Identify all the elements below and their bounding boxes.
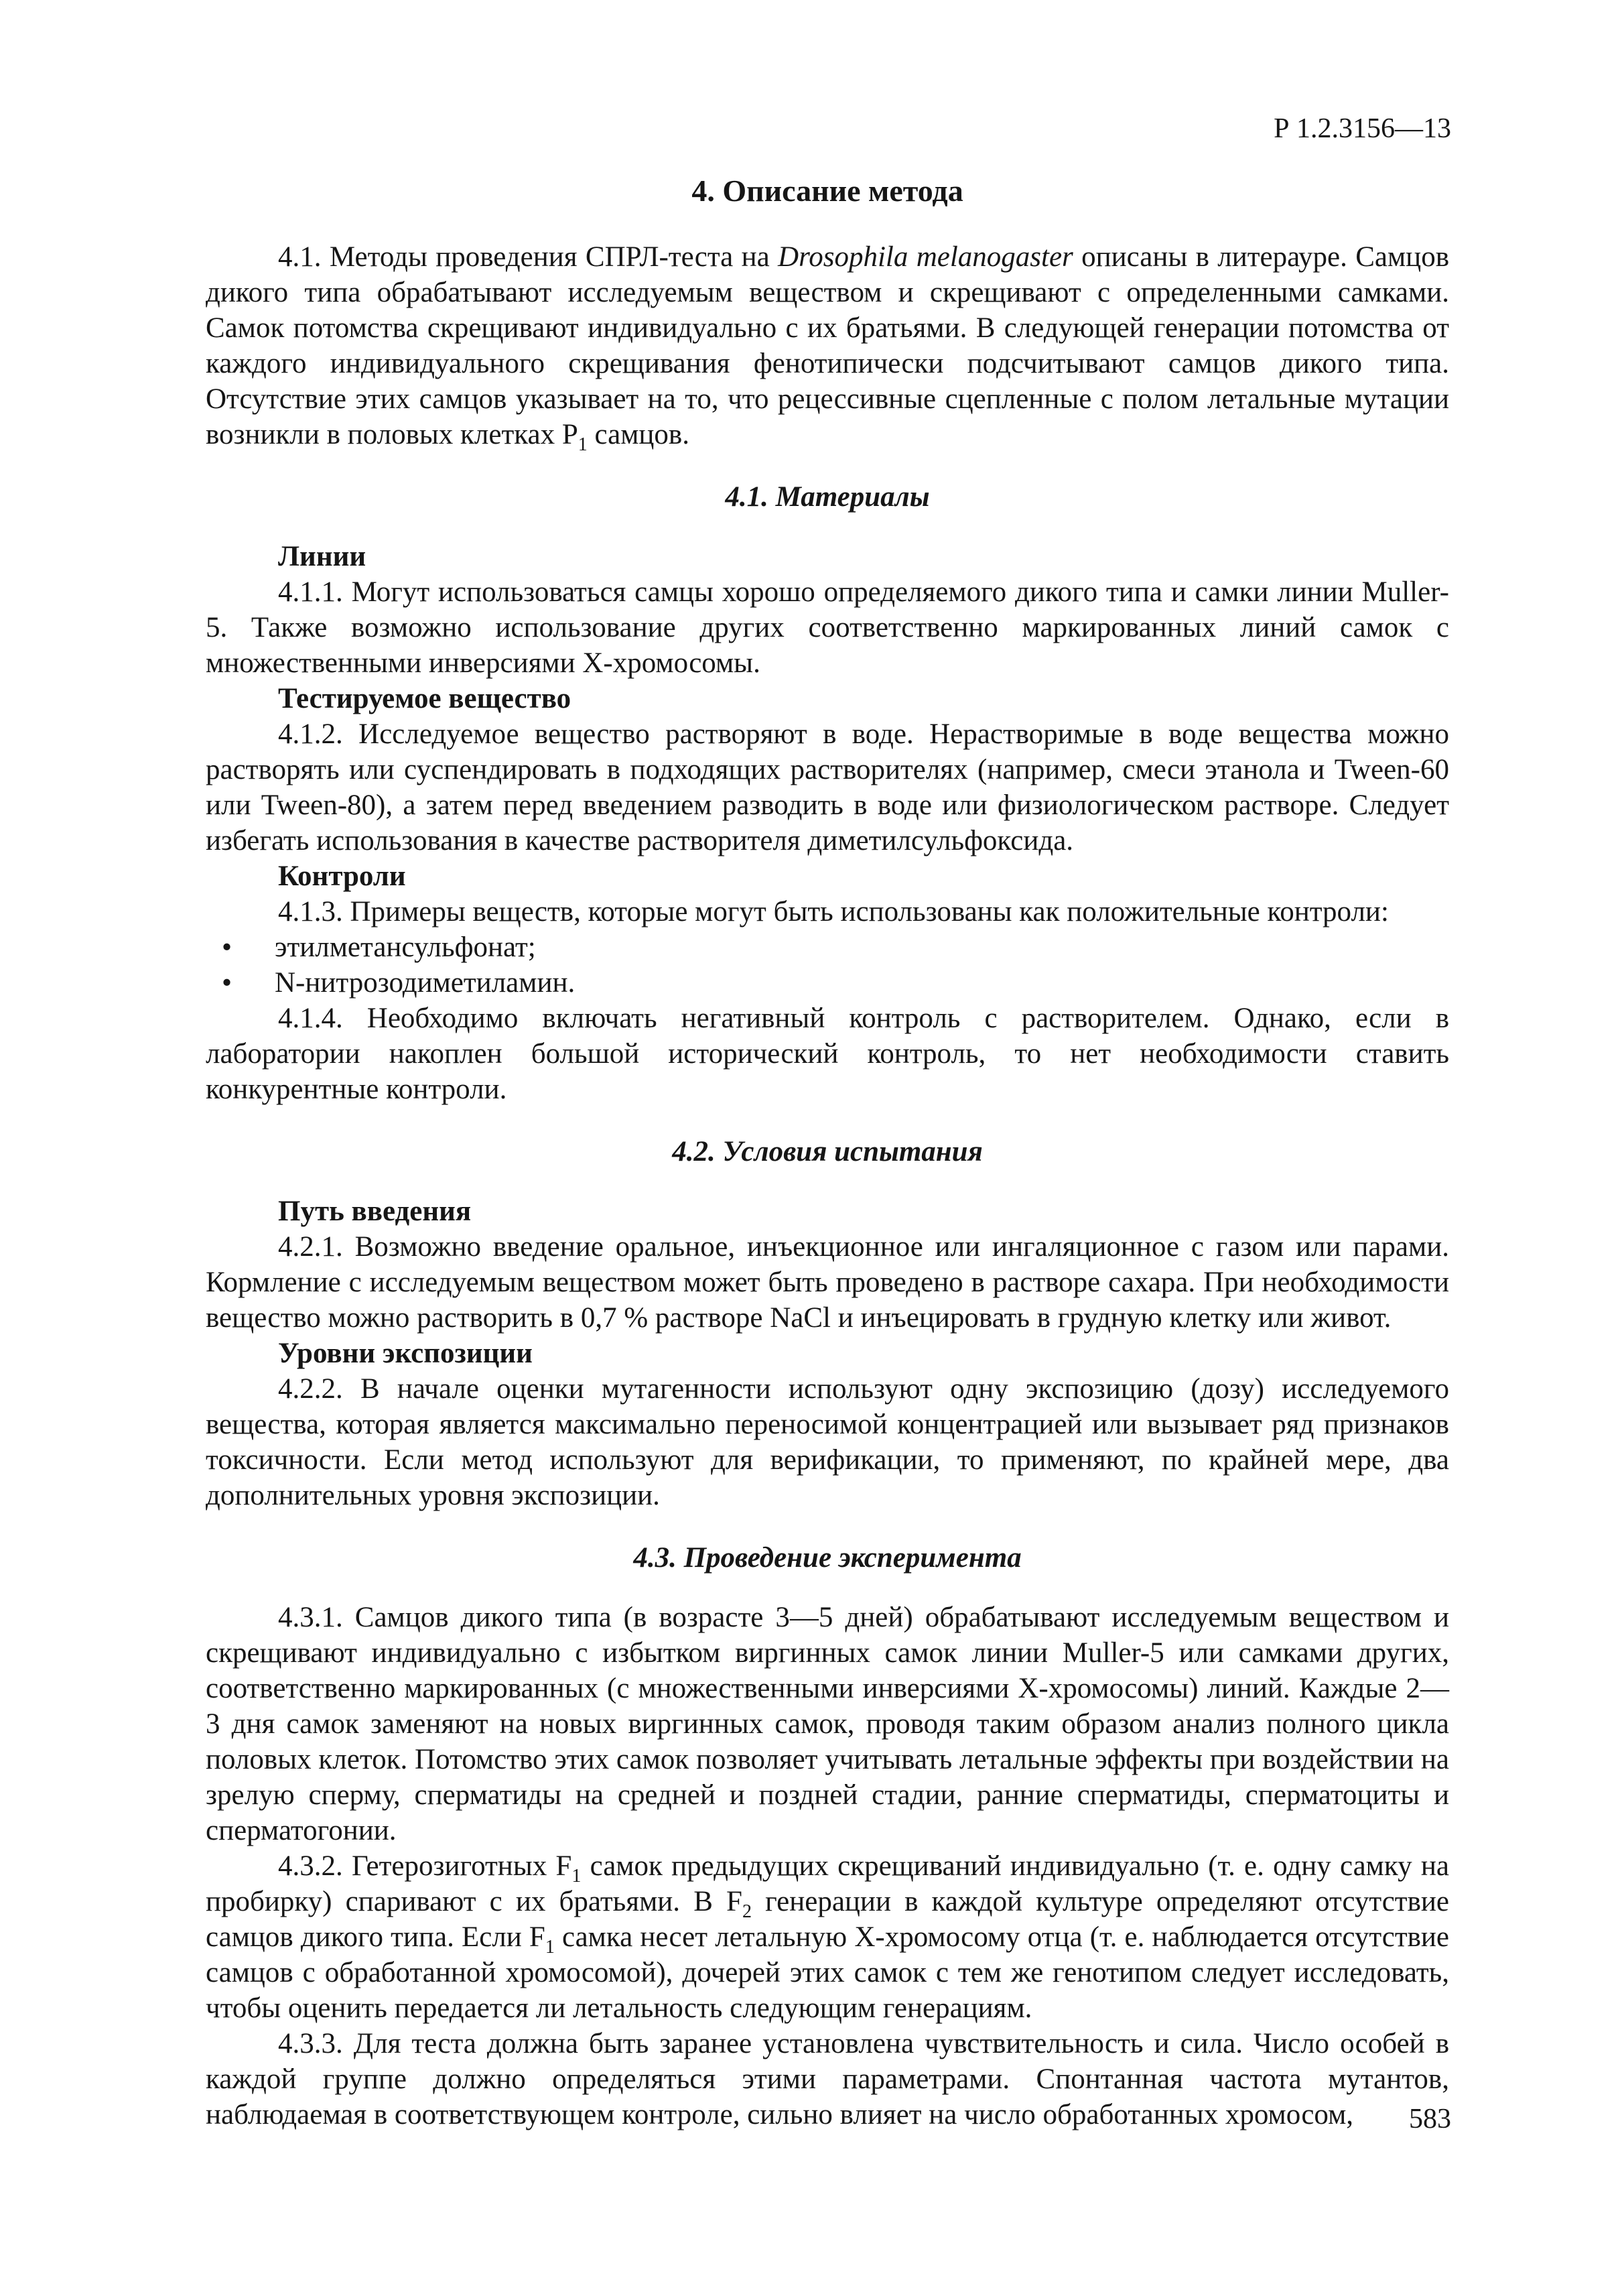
paragraph-4-1-3: 4.1.3. Примеры веществ, которые могут быть использованы как положительные контроли: xyxy=(278,896,1389,928)
heading-route: Путь введения xyxy=(278,1196,472,1227)
paragraph-4-1-2: 4.1.2. Исследуемое вещество растворяют в воде. Нерастворимые в воде вещества можно растворять или суспендировать в подходящих растворителях (например, смеси этанола и Tween-60 или Tween-80), а затем перед введением разводить в воде или физиологическом растворе. Следует избегать использования в качестве растворителя диметилсульфоксида. xyxy=(206,718,1449,856)
paragraph-4-1-4: 4.1.4. Необходимо включать негативный контроль с растворителем. Однако, если в лаборатории накоплен большой исторический контроль, то нет необходимости ставить конкурентные контроли. xyxy=(206,1003,1449,1105)
positive-controls-list xyxy=(206,930,1449,1001)
list-item: • N-нитрозодиметиламин. xyxy=(206,965,1449,1001)
heading-controls: Контроли xyxy=(278,860,406,892)
paragraph-4-1-1: 4.1.1. Могут использоваться самцы хорошо определяемого дикого типа и самки линии Muller-5. Также возможно использование других соответственно маркированных линий самок с множественными инверсиями X-хромосомы. xyxy=(206,576,1449,679)
heading-test-substance: Тестируемое вещество xyxy=(278,683,571,714)
heading-lines: Линии xyxy=(278,541,366,572)
heading-exposure-levels: Уровни экспозиции xyxy=(278,1338,533,1369)
subsection-title-conditions: 4.2. Условия испытания xyxy=(672,1136,983,1167)
paragraph-4-3-3: 4.3.3. Для теста должна быть заранее установлена чувствительность и сила. Число особей в каждой группе должно определяться этими параметрами. Спонтанная частота мутантов, наблюдаемая в соответствующем контроле, сильно влияет на число обработанных хромосом, xyxy=(206,2028,1449,2130)
list-item: • этилметансульфонат; xyxy=(206,930,1449,965)
subsection-title-experiment: 4.3. Проведение эксперимента xyxy=(633,1542,1022,1574)
paragraph-4-1: 4.1. Методы проведения СПРЛ-теста на Drosophila melanogaster описаны в литерауре. Самцов дикого типа обрабатывают исследуемым веществом и скрещивают с определенными самками. Самок потомства скрещивают индивидуально с их братьями. В следующей генерации потомства от каждого индивидуального скрещивания фенотипически подсчитывают самцов дикого типа. Отсутствие этих самцов указывает на то, что рецессивные сцепленные с полом летальные мутации возникли в половых клетках $P_1$ самцов. xyxy=(206,241,1449,455)
species-name: Drosophila melanogaster xyxy=(778,241,1073,273)
paragraph-4-2-1: 4.2.1. Возможно введение оральное, инъекционное или ингаляционное с газом или парами. Кормление с исследуемым веществом может быть проведено в растворе сахара. При необходимости вещество можно растворить в 0,7 % растворе NaCl и инъецировать в грудную клетку или живот. xyxy=(206,1231,1449,1334)
paragraph-4-3-2: 4.3.2. Гетерозиготных $F_1$ самок предыдущих скрещиваний индивидуально (т. е. одну самку на пробирку) спаривают с их братьями. В $F_2$ генерации в каждой культуре определяют отсутствие самцов дикого типа. Если $F_1$ самка несет летальную X-хромосому отца (т. е. наблюдается отсутствие самцов с обработанной хромосомой), дочерей этих самок с тем же генотипом следует исследовать, чтобы оценить передается ли летальность следующим генерациям. xyxy=(206,1850,1450,2024)
section-title: 4. Описание метода xyxy=(691,174,963,208)
text-column xyxy=(206,173,1449,2132)
page-number: 583 xyxy=(1409,2104,1451,2134)
document-code: Р 1.2.3156—13 xyxy=(1274,113,1451,144)
paragraph-4-3-1: 4.3.1. Самцов дикого типа (в возрасте 3—5 дней) обрабатывают исследуемым веществом и скрещивают индивидуально с избытком виргинных самок линии Muller-5 или самками других, соответственно маркированных (с множественными инверсиями X-хромосомы) линий. Каждые 2—3 дня самок заменяют на новых виргинных самок, проводя таким образом анализ полного цикла половых клеток. Потомство этих самок позволяет учитывать летальные эффекты при воздействии на зрелую сперму, сперматиды на средней и поздней стадии, ранние сперматиды, сперматоциты и сперматогонии. xyxy=(206,1602,1449,1846)
paragraph-4-2-2: 4.2.2. В начале оценки мутагенности используют одну экспозицию (дозу) исследуемого вещества, которая является максимально переносимой концентрацией или вызывает ряд признаков токсичности. Если метод используют для верификации, то применяют, по крайней мере, два дополнительных уровня экспозиции. xyxy=(206,1373,1449,1511)
subsection-title-materials: 4.1. Материалы xyxy=(725,481,930,513)
